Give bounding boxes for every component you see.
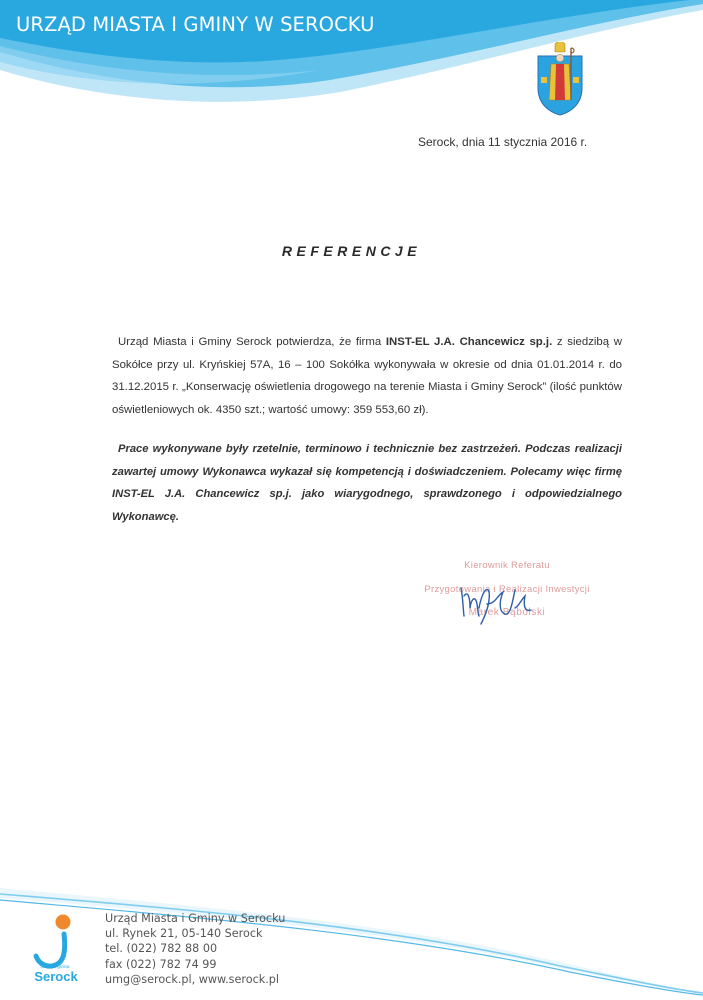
handwritten-signature [455, 578, 545, 626]
header-title: URZĄD MIASTA I GMINY W SEROCKU [16, 13, 375, 36]
company-name: INST-EL J.A. Chancewicz sp.j. [385, 336, 553, 348]
reference-paragraph-2: Prace wykonywane były rzetelnie, terminowo i technicznie bez zastrzeżeń. Podczas realizacji zawartej umowy Wykonawca wykazał się kompetencją i doświadczeniem. Polecamy więc firmę INST-EL J.A. Chancewicz sp.j. jako wiarygodnego, sprawdzonego i odpowiedzialnego Wykonawcę. [112, 443, 622, 523]
stamp-name: Marek Bąbolski [468, 607, 546, 618]
logo-wordmark: Serock [34, 969, 78, 984]
footer-contact-info [105, 911, 285, 987]
stamp-position-line-2: Przygotowania i Realizacji Inwestycji [424, 583, 590, 595]
paragraph1-intro: Urząd Miasta i Gminy Serock potwierdza, że firma [118, 336, 386, 348]
footer-fax: fax (022) 782 74 99 [105, 957, 217, 971]
footer-office-name: Urząd Miasta i Gminy w Serocku [105, 912, 286, 925]
reference-paragraph-1 [112, 331, 622, 421]
footer-email-web: umg@serock.pl, www.serock.pl [105, 972, 279, 986]
footer-phone: tel. (022) 782 88 00 [105, 942, 218, 956]
footer-address: ul. Rynek 21, 05-140 Serock [105, 927, 263, 941]
document-date: Serock, dnia 11 stycznia 2016 r. [418, 135, 588, 149]
logo-subtitle: miasto i gmina [40, 964, 70, 969]
coat-of-arms-icon [535, 42, 585, 116]
paragraph1-details: z siedzibą w Sokółce przy ul. Kryńskiej 57A, 16 – 100 Sokółka wykonywała w okresie od dnia 01.01.2014 r. do 31.12.2015 r. „Konserwację oświetlenia drogowego na terenie Miasta i Gminy Serock” (ilość punktów oświetleniowych ok. 4350 szt.; wartość umowy: 359 553,60 zł). [112, 336, 623, 416]
stamp-position-line-1: Kierownik Referatu [464, 560, 550, 571]
document-title: REFERENCJE [281, 243, 422, 259]
